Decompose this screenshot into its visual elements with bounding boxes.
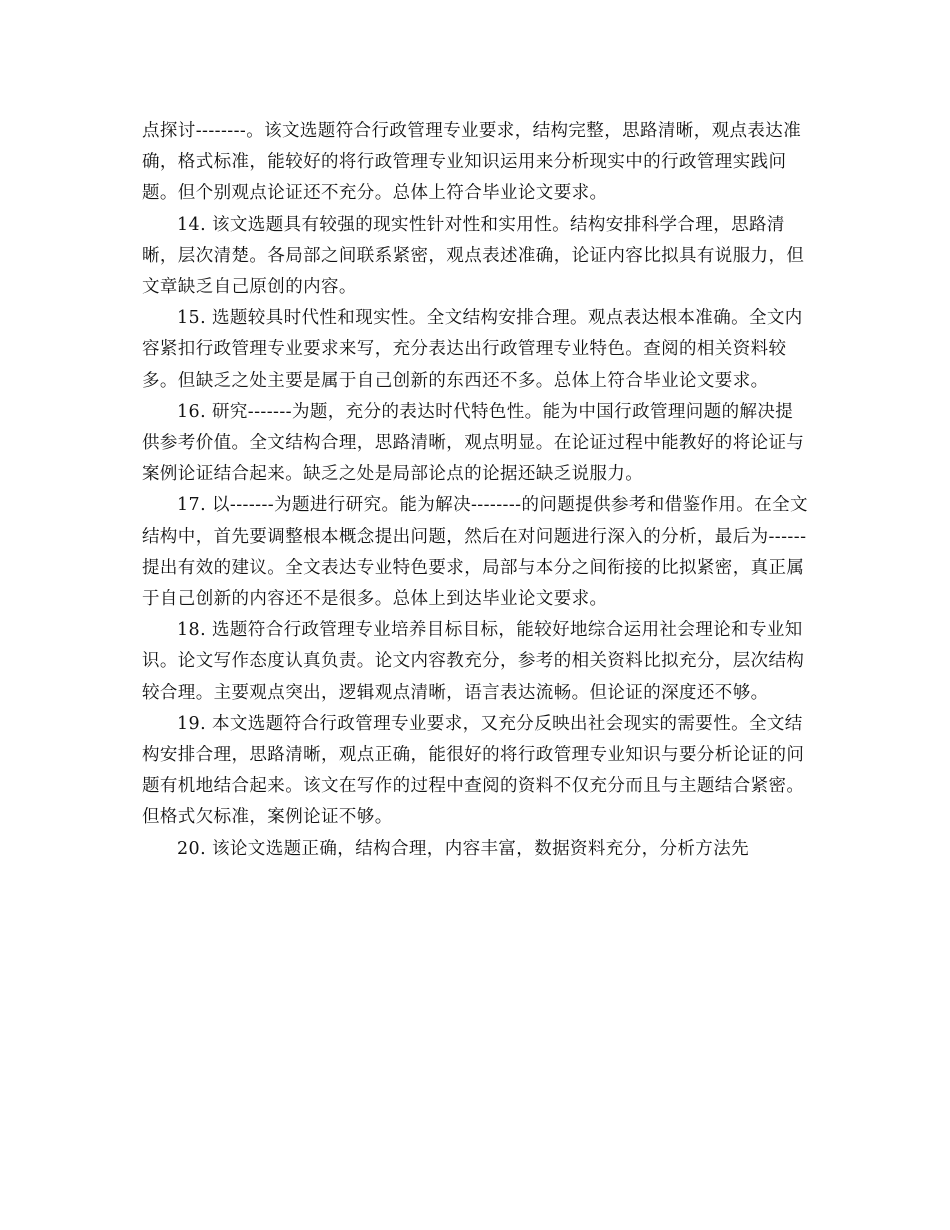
paragraph-15: 15. 选题较具时代性和现实性。全文结构安排合理。观点表达根本准确。全文内容紧扣行政管理专业要求来写，充分表达出行政管理专业特色。查阅的相关资料较多。但缺乏之处主要是属于自己创新的东西还不多。总体上符合毕业论文要求。	[142, 308, 803, 391]
paragraph-17: 17. 以-------为题进行研究。能为解决--------的问题提供参考和借鉴作用。在全文结构中，首先要调整根本概念提出问题，然后在对问题进行深入的分析，最后为------提出有效的建议。全文表达专业特色要求，局部与本分之间衔接的比拟紧密，真正属于自己创新的内容还不是很多。总体上到达毕业论文要求。	[142, 495, 808, 610]
paragraph-continuation: 点探讨--------。该文选题符合行政管理专业要求，结构完整，思路清晰，观点表达准确，格式标准，能较好的将行政管理专业知识运用来分析现实中的行政管理实践问题。但个别观点论证还不充分。总体上符合毕业论文要求。	[142, 121, 802, 204]
paragraph-20: 20. 该论文选题正确，结构合理，内容丰富，数据资料充分，分析方法先	[177, 838, 749, 859]
paragraph-19: 19. 本文选题符合行政管理专业要求，又充分反映出社会现实的需要性。全文结构安排合理，思路清晰，观点正确，能很好的将行政管理专业知识与要分析论证的问题有机地结合起来。该文在写作的过程中查阅的资料不仅充分而且与主题结合紧密。但格式欠标准，案例论证不够。	[142, 713, 805, 828]
paragraph-14: 14. 该文选题具有较强的现实性针对性和实用性。结构安排科学合理，思路清晰，层次清楚。各局部之间联系紧密，观点表述准确，论证内容比拟具有说服力，但文章缺乏自己原创的内容。	[142, 214, 805, 298]
paragraph-16: 16. 研究-------为题，充分的表达时代特色性。能为中国行政管理问题的解决提供参考价值。全文结构合理，思路清晰，观点明显。在论证过程中能教好的将论证与案例论证结合起来。缺乏之处是局部论点的论据还缺乏说服力。	[142, 401, 805, 485]
document-page	[142, 116, 810, 865]
paragraph-18: 18. 选题符合行政管理专业培养目标目标，能较好地综合运用社会理论和专业知识。论文写作态度认真负责。论文内容教充分，参考的相关资料比拟充分，层次结构较合理。主要观点突出，逻辑观点清晰，语言表达流畅。但论证的深度还不够。	[142, 620, 805, 703]
